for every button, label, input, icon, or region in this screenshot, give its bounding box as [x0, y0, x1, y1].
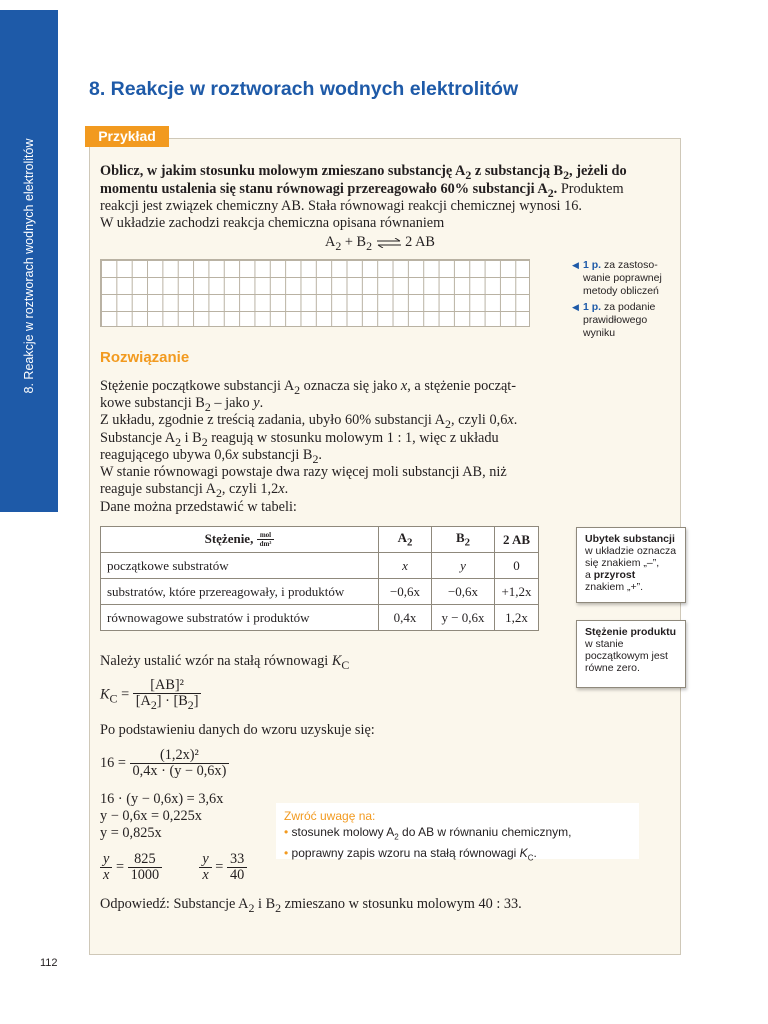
- substituted-equation: 16 = $\frac{\text{(1,2x)²}}{0,4x \cdot (y - 0,6x)}$: [100, 748, 229, 779]
- note-product-concentration: Stężenie produktu w stanie początkowym jest równe zero.: [576, 620, 686, 688]
- solution-line-6: W stanie równowagi powstaje dwa razy więcej moli substancji AB, niż: [100, 464, 507, 480]
- solution-line-1: Stężenie początkowe substancji $A_2$ oznacza się jako x, a stężenie począt-: [100, 378, 517, 397]
- score-note-2: ◀ 1 p. za podanie prawidłowego wyniku: [572, 301, 656, 339]
- step-2: y − 0,6x = 0,225x: [100, 808, 202, 824]
- triangle-left-icon: ◀: [572, 260, 579, 270]
- note-sign-convention: Ubytek substancji w układzie oznacza się znakiem „–”, a przyrost znakiem „+”.: [576, 527, 686, 603]
- side-label: 8. Reakcje w roztworach wodnych elektrolitów: [22, 138, 36, 394]
- table-header-row: [101, 527, 539, 553]
- reaction-equation: $A_2 + B_2$ 2 AB: [325, 234, 435, 253]
- task-line-4: W układzie zachodzi reakcja chemiczna opisana równaniem: [100, 215, 445, 231]
- ratio-equation: $\frac{y}{x}$ = $\frac{825}{1000}$ $\frac{y}{x}$ = $\frac{33}{40}$: [100, 852, 247, 883]
- solution-line-8: Dane można przedstawić w tabeli:: [100, 499, 297, 515]
- triangle-left-icon: ◀: [572, 302, 579, 312]
- table-header-a2: $A_2$: [379, 527, 432, 553]
- solution-line-3: Z układu, zgodnie z treścią zadania, ubyło 60% substancji $A_2$, czyli 0,6x.: [100, 412, 518, 431]
- step-1: 16 · (y − 0,6x) = 3,6x: [100, 791, 224, 807]
- solution-line-5: reagującego ubywa 0,6x substancji $B_2$.: [100, 447, 322, 466]
- equilibrium-constant-formula: $K_C$ = $\frac{\text{[AB]²}}{[A_2] \cdot [B_2]}$: [100, 678, 201, 713]
- attention-heading: Zwróć uwagę na:: [284, 809, 376, 823]
- task-line-1: Oblicz, w jakim stosunku molowym zmieszano substancję $A_2$ z substancją $B_2$, jeżeli do: [100, 163, 627, 182]
- task-line-3: reakcji jest związek chemiczny AB. Stała równowagi reakcji chemicznej wynosi 16.: [100, 198, 582, 214]
- task-line-2: momentu ustalenia się stanu równowagi przereagowało 60% substancji $A_2$. Produktem: [100, 181, 624, 200]
- attention-item: • poprawny zapis wzoru na stałą równowagi $K_C$.: [284, 846, 537, 863]
- table-header-b2: $B_2$: [432, 527, 495, 553]
- table-row: początkowe substratów x y 0: [101, 553, 539, 579]
- example-badge: Przykład: [85, 126, 169, 147]
- solution-line-7: reaguje substancji $A_2$, czyli 1,2x.: [100, 481, 289, 500]
- answer-grid[interactable]: [100, 259, 530, 327]
- table-header-concentration: Stężenie, $\frac{\text{mol}}{\text{dm³}}$: [101, 527, 379, 553]
- solution-heading: Rozwiązanie: [100, 349, 190, 366]
- concentration-table: [100, 526, 539, 631]
- table-header-2ab: 2 AB: [495, 527, 539, 553]
- table-row: równowagowe substratów i produktów 0,4x y − 0,6x 1,2x: [101, 605, 539, 631]
- solution-line-2: kowe substancji $B_2$ – jako y.: [100, 395, 264, 414]
- page-number: 112: [40, 957, 58, 969]
- chapter-title: 8. Reakcje w roztworach wodnych elektrolitów: [89, 78, 519, 100]
- equilibrium-arrows-icon: [376, 238, 402, 248]
- substitution-intro: Po podstawieniu danych do wzoru uzyskuje się:: [100, 722, 375, 738]
- score-note-1: ◀ 1 p. za zastoso- wanie poprawnej metody obliczeń: [572, 259, 662, 297]
- attention-box: [276, 803, 639, 863]
- table-row: substratów, które przereagowały, i produktów −0,6x −0,6x +1,2x: [101, 579, 539, 605]
- step-3: y = 0,825x: [100, 825, 162, 841]
- chapter-side-tab: [0, 10, 58, 512]
- solution-line-4: Substancje $A_2$ i $B_2$ reagują w stosunku molowym 1 : 1, więc z układu: [100, 430, 499, 449]
- attention-item: • stosunek molowy $A_2$ do AB w równaniu chemicznym,: [284, 825, 572, 842]
- answer: Odpowiedź: Substancje $A_2$ i $B_2$ zmieszano w stosunku molowym 40 : 33.: [100, 896, 522, 915]
- formula-intro: Należy ustalić wzór na stałą równowagi $K_C$: [100, 653, 350, 672]
